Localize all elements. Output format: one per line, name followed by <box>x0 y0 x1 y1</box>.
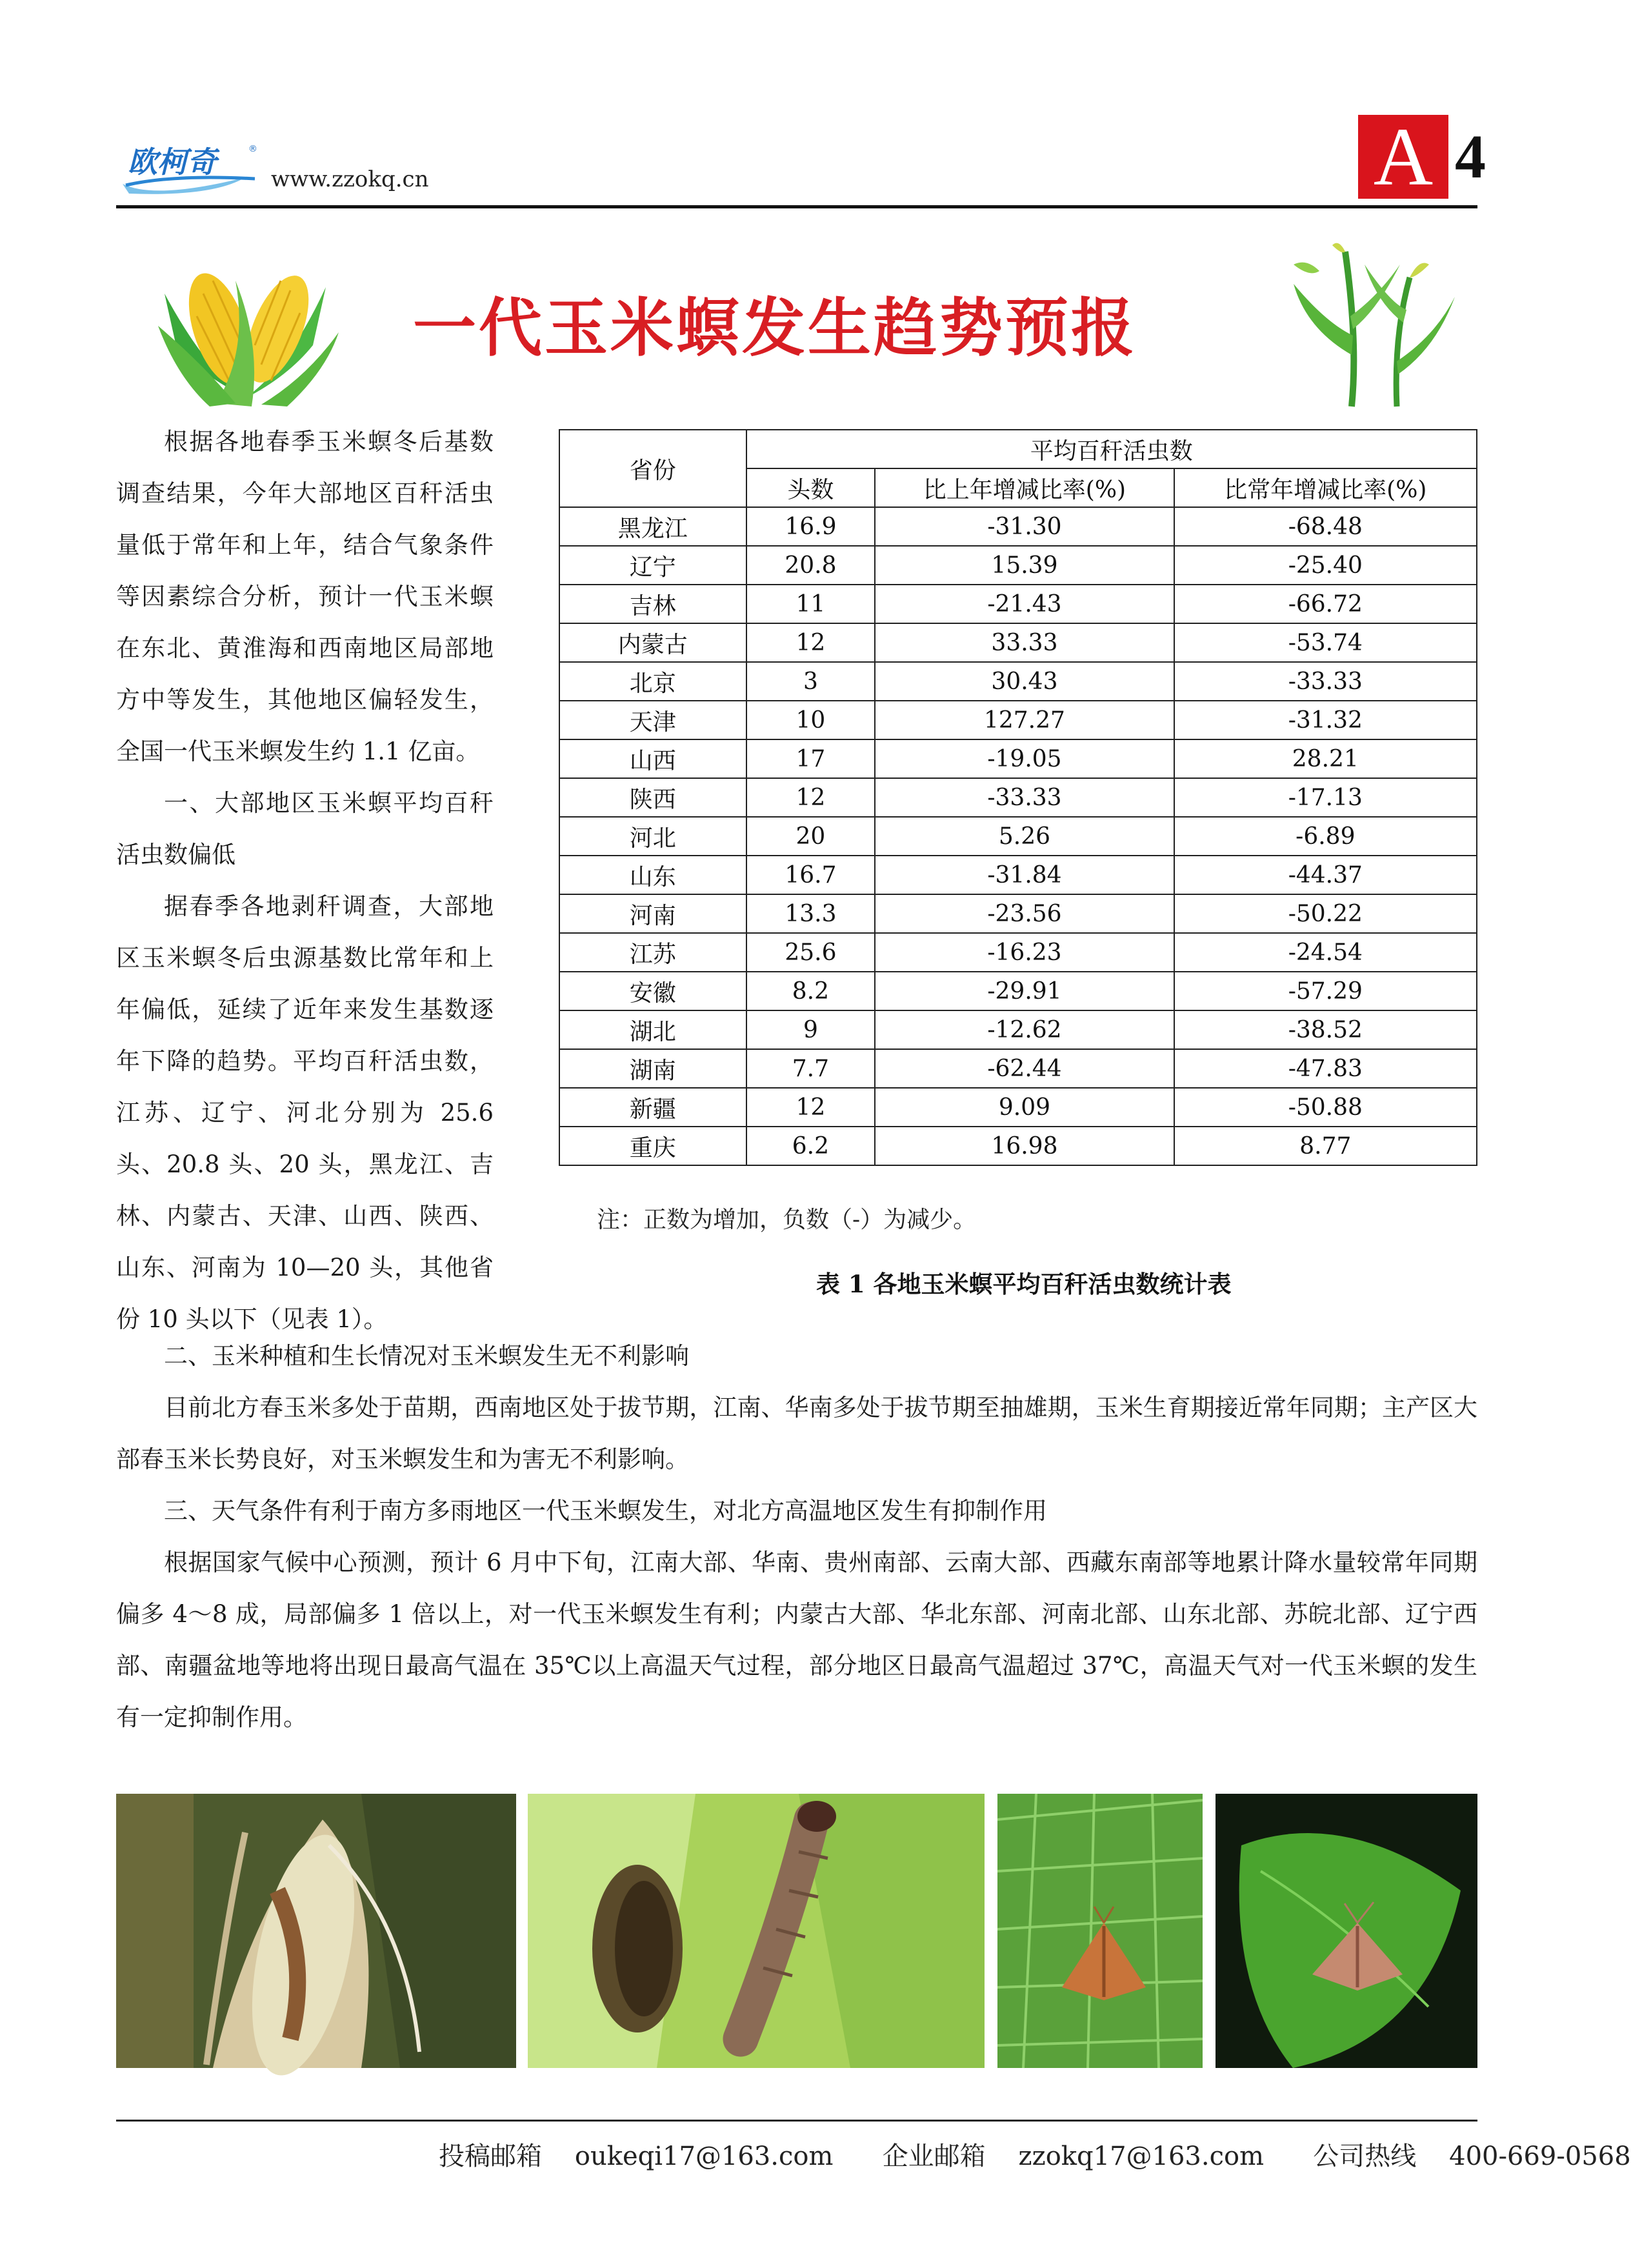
corn-borer-moth-photo-1 <box>997 1794 1203 2068</box>
cell-province: 河北 <box>559 817 746 856</box>
logo-text: 欧柯奇 <box>128 145 217 179</box>
cell-province: 内蒙古 <box>559 623 746 662</box>
cell-normal-year: -53.74 <box>1174 623 1477 662</box>
cell-prev-year: -31.84 <box>875 856 1174 894</box>
table-caption: 表 1 各地玉米螟平均百秆活虫数统计表 <box>816 1270 1232 1298</box>
cell-province: 山西 <box>559 739 746 778</box>
header-prev-year: 比上年增减比率(%) <box>875 468 1174 507</box>
body-text <box>116 1330 1477 1743</box>
table-row <box>559 1049 1477 1088</box>
cell-prev-year: 15.39 <box>875 546 1174 585</box>
header-divider <box>116 205 1477 208</box>
cell-normal-year: -33.33 <box>1174 662 1477 701</box>
cell-prev-year: -62.44 <box>875 1049 1174 1088</box>
cell-normal-year: -31.32 <box>1174 701 1477 739</box>
cell-count: 13.3 <box>746 894 876 933</box>
cell-normal-year: -50.22 <box>1174 894 1477 933</box>
cell-normal-year: -68.48 <box>1174 507 1477 546</box>
table-row <box>559 894 1477 933</box>
section-heading-3: 三、天气条件有利于南方多雨地区一代玉米螟发生，对北方高温地区发生有抑制作用 <box>164 1497 1047 1525</box>
table-row <box>559 972 1477 1010</box>
cell-normal-year: -66.72 <box>1174 585 1477 623</box>
company-email[interactable]: zzokq17@163.com <box>1018 2142 1264 2171</box>
cell-normal-year: -24.54 <box>1174 933 1477 972</box>
cell-province: 湖南 <box>559 1049 746 1088</box>
cell-province: 辽宁 <box>559 546 746 585</box>
corn-borer-moth-photo-2 <box>1216 1794 1477 2068</box>
cell-prev-year: 33.33 <box>875 623 1174 662</box>
cell-normal-year: -25.40 <box>1174 546 1477 585</box>
cell-count: 17 <box>746 739 876 778</box>
cell-normal-year: -57.29 <box>1174 972 1477 1010</box>
section-heading-2: 二、玉米种植和生长情况对玉米螟发生无不利影响 <box>164 1342 689 1370</box>
cell-prev-year: -16.23 <box>875 933 1174 972</box>
cell-count: 10 <box>746 701 876 739</box>
intro-column <box>116 416 494 1345</box>
cell-province: 河南 <box>559 894 746 933</box>
intro-paragraph: 根据各地春季玉米螟冬后基数调查结果，今年大部地区百秆活虫量低于常年和上年，结合气象条件等因素综合分析，预计一代玉米螟在东北、黄淮海和西南地区局部地方中等发生，其他地区偏轻发生，全国一代玉米螟发生约 1.1 亿亩。 <box>116 428 494 765</box>
cell-normal-year: -47.83 <box>1174 1049 1477 1088</box>
table-row <box>559 933 1477 972</box>
cell-count: 16.7 <box>746 856 876 894</box>
cell-province: 山东 <box>559 856 746 894</box>
cell-normal-year: -17.13 <box>1174 778 1477 817</box>
cell-prev-year: -19.05 <box>875 739 1174 778</box>
cell-count: 20.8 <box>746 546 876 585</box>
cell-province: 北京 <box>559 662 746 701</box>
cell-count: 9 <box>746 1010 876 1049</box>
cell-prev-year: -31.30 <box>875 507 1174 546</box>
ouke-logo <box>116 139 265 203</box>
cell-normal-year: -50.88 <box>1174 1088 1477 1127</box>
header-normal-year: 比常年增减比率(%) <box>1174 468 1477 507</box>
cell-normal-year: -44.37 <box>1174 856 1477 894</box>
cell-prev-year: -12.62 <box>875 1010 1174 1049</box>
cell-province: 江苏 <box>559 933 746 972</box>
cell-count: 16.9 <box>746 507 876 546</box>
table-row <box>559 546 1477 585</box>
cell-province: 黑龙江 <box>559 507 746 546</box>
cell-count: 8.2 <box>746 972 876 1010</box>
cell-prev-year: -33.33 <box>875 778 1174 817</box>
cell-count: 11 <box>746 585 876 623</box>
page-number: 4 <box>1455 122 1486 191</box>
cell-province: 湖北 <box>559 1010 746 1049</box>
company-email-label: 企业邮箱 <box>882 2142 986 2171</box>
cell-prev-year: 30.43 <box>875 662 1174 701</box>
header-count: 头数 <box>746 468 876 507</box>
cell-count: 7.7 <box>746 1049 876 1088</box>
cell-prev-year: -23.56 <box>875 894 1174 933</box>
cell-count: 25.6 <box>746 933 876 972</box>
page-title: 一代玉米螟发生趋势预报 <box>413 291 1137 365</box>
cell-prev-year: 16.98 <box>875 1127 1174 1165</box>
table-row <box>559 701 1477 739</box>
submit-email[interactable]: oukeqi17@163.com <box>574 2142 834 2171</box>
header-province: 省份 <box>559 430 746 507</box>
svg-text:®: ® <box>248 144 257 154</box>
section-heading-1: 一、大部地区玉米螟平均百秆活虫数偏低 <box>116 789 494 868</box>
cell-count: 12 <box>746 778 876 817</box>
section-3-paragraph: 根据国家气候中心预测，预计 6 月中下旬，江南大部、华南、贵州南部、云南大部、西藏东南部等地累计降水量较常年同期偏多 4～8 成，局部偏多 1 倍以上，对一代玉米螟发生有利；内蒙古大部、华北东部、河南北部、山东北部、苏皖北部、辽宁西部、南疆盆地等地将出现日最高气温在 35℃以上高温天气过程，部分地区日最高气温超过 37℃，高温天气对一代玉米螟的发生有一定抑制作用。 <box>116 1549 1477 1731</box>
cell-province: 重庆 <box>559 1127 746 1165</box>
section-2-paragraph: 目前北方春玉米多处于苗期，西南地区处于拔节期，江南、华南多处于拔节期至抽雄期，玉米生育期接近常年同期；主产区大部春玉米长势良好，对玉米螟发生和为害无不利影响。 <box>116 1394 1477 1473</box>
cell-count: 12 <box>746 623 876 662</box>
section-1-paragraph: 据春季各地剥秆调查，大部地区玉米螟冬后虫源基数比常年和上年偏低，延续了近年来发生基数逐年下降的趋势。平均百秆活虫数，江苏、辽宁、河北分别为 25.6 头、20.8 头、20 头，黑龙江、吉林、内蒙古、天津、山西、陕西、山东、河南为 10—20 头，其他省份 10 头以下（见表 1）。 <box>116 892 494 1333</box>
cell-province: 陕西 <box>559 778 746 817</box>
cell-normal-year: 8.77 <box>1174 1127 1477 1165</box>
table-row <box>559 585 1477 623</box>
statistics-table <box>559 429 1477 1170</box>
cell-prev-year: -21.43 <box>875 585 1174 623</box>
table-row <box>559 1010 1477 1049</box>
table-row <box>559 623 1477 662</box>
page-section-letter: A <box>1358 115 1448 199</box>
cell-count: 12 <box>746 1088 876 1127</box>
header-group: 平均百秆活虫数 <box>746 430 1477 468</box>
cell-count: 3 <box>746 662 876 701</box>
cell-normal-year: -6.89 <box>1174 817 1477 856</box>
cell-count: 20 <box>746 817 876 856</box>
table-row <box>559 662 1477 701</box>
corn-sprout-icon <box>1281 239 1461 406</box>
cell-count: 6.2 <box>746 1127 876 1165</box>
cell-province: 天津 <box>559 701 746 739</box>
site-url[interactable]: www.zzokq.cn <box>271 166 429 192</box>
corn-cob-icon <box>139 255 352 410</box>
table-row <box>559 778 1477 817</box>
hotline-number[interactable]: 400-669-0568 <box>1449 2142 1631 2171</box>
footer-contacts <box>439 2136 1631 2173</box>
table-row <box>559 817 1477 856</box>
cell-normal-year: -38.52 <box>1174 1010 1477 1049</box>
cell-prev-year: 9.09 <box>875 1088 1174 1127</box>
cell-province: 安徽 <box>559 972 746 1010</box>
footer-divider <box>116 2120 1477 2122</box>
cell-prev-year: 5.26 <box>875 817 1174 856</box>
cell-prev-year: 127.27 <box>875 701 1174 739</box>
table-row <box>559 507 1477 546</box>
submit-email-label: 投稿邮箱 <box>439 2142 542 2171</box>
table-row <box>559 1127 1477 1165</box>
table-row <box>559 1088 1477 1127</box>
cell-prev-year: -29.91 <box>875 972 1174 1010</box>
table-row <box>559 739 1477 778</box>
cell-province: 新疆 <box>559 1088 746 1127</box>
corn-borer-larva-photo <box>528 1794 985 2068</box>
cell-province: 吉林 <box>559 585 746 623</box>
table-note: 注：正数为增加，负数（-）为减少。 <box>597 1207 977 1233</box>
hotline-label: 公司热线 <box>1313 2142 1417 2171</box>
damaged-corn-ear-photo <box>116 1794 516 2068</box>
table-row <box>559 856 1477 894</box>
cell-normal-year: 28.21 <box>1174 739 1477 778</box>
